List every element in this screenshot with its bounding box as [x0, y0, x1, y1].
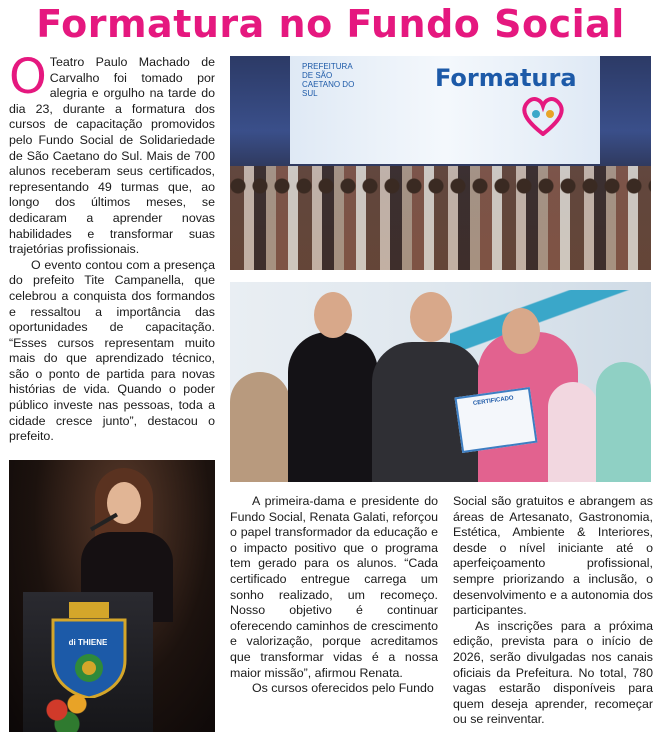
person-woman-black-dress	[288, 332, 378, 482]
article-column-1	[9, 49, 215, 445]
paragraph: Os cursos oferecidos pelo Fundo	[252, 681, 434, 696]
certificate-label: CERTIFICADO	[472, 395, 515, 408]
photo-mayor-with-graduates	[230, 282, 651, 482]
person-right	[596, 362, 651, 482]
person-child	[548, 382, 598, 482]
crest-label: di THIENE	[55, 638, 121, 647]
city-logo: PREFEITURA DE SÃO CAETANO DO SUL	[302, 62, 355, 98]
paragraph: As inscrições para a próxima edição, prevista para o início de 2026, serão divulgadas nos canais oficiais da Prefeitura. No total, 780 vagas estarão disponíveis para quem deseja aprender, recomeçar ou se reinventar.	[453, 618, 653, 727]
certificate	[454, 387, 537, 453]
heart-logo-icon	[520, 96, 566, 136]
paragraph	[9, 49, 215, 258]
paragraph-text: Teatro Paulo Machado de Carvalho foi tomado por alegria e orgulho na tarde do dia 23, durante a formatura dos cursos de capacitação promovidos pelo Fundo Social de Solidariedade de São Caetano do Sul. Mais de 700 alunos receberam seus certificados, representando 49 turmas que, ao longo dos últimos meses, se dedicaram a aprender novas habilidades e transformar suas trajetórias profissionais.	[9, 55, 215, 257]
city-crest-icon	[49, 602, 129, 698]
article-column-3	[453, 494, 653, 728]
paragraph: A primeira-dama e presidente do Fundo Social, Renata Galati, reforçou o papel transformador da educação e o impacto positivo que o programa tem gerado para os alunos. “Cada certificado entregue carrega um sonho realizado, um recomeço. Nosso objetivo é continuar oferecendo caminhos de crescimento e valorização, porque acreditamos que transformar vidas é a nossa maior missão”, afirmou Renata.	[230, 494, 438, 680]
photo-speaker-podium	[9, 460, 215, 732]
paragraph: O evento contou com a presença do prefeito Tite Campanella, que celebrou a conquista dos formandos e ressaltou a importância das oportunidades de capacitação. “Esses cursos representam muito mais do que aprendizado técnico, são o ponto de partida para novas histórias de vida. Quando o poder público investe nas pessoas, toda a cidade cresce junto”, destacou o prefeito.	[9, 257, 215, 444]
screen-title: Formatura	[435, 64, 577, 92]
headline: Formatura no Fundo Social	[36, 2, 625, 46]
stage-screen	[290, 56, 600, 164]
person-head	[314, 292, 352, 338]
article-column-2	[230, 494, 438, 697]
paragraph: Social são gratuitos e abrangem as áreas de Artesanato, Gastronomia, Estética, Ambiente & Interiores, desde o nível iniciante até o aperfeiçoamento profissional, sempre priorizando a inclusão, o desenvolvimento e a autonomia dos participantes.	[453, 494, 653, 618]
drop-cap: O	[9, 49, 47, 105]
photo-graduation-group	[230, 56, 651, 270]
crowd-heads	[230, 176, 651, 196]
flowers	[37, 690, 97, 732]
person-head	[502, 308, 540, 354]
person-head	[410, 292, 452, 342]
person-left	[230, 372, 290, 482]
